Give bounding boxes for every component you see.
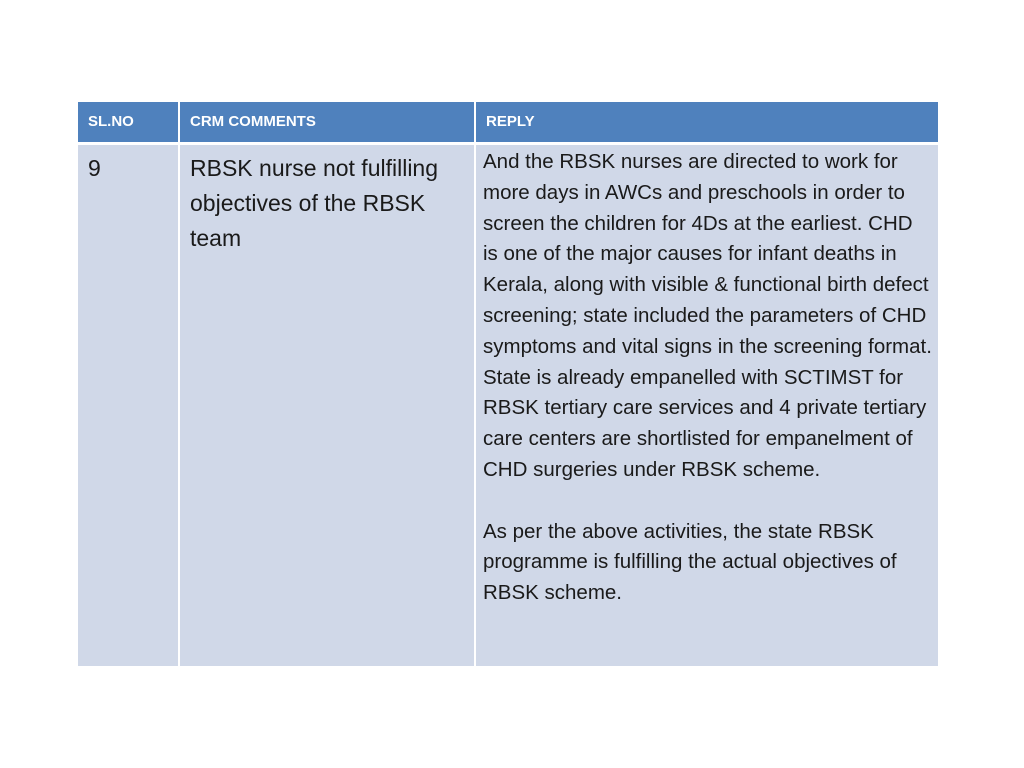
comments-reply-table (78, 102, 938, 666)
header-crm-comments: CRM COMMENTS (180, 102, 474, 142)
cell-crm-comment: RBSK nurse not fulfilling objectives of the RBSK team (180, 145, 474, 666)
header-sl-no: SL.NO (78, 102, 178, 142)
cell-sl-no: 9 (78, 145, 178, 666)
header-reply: REPLY (476, 102, 938, 142)
cell-reply: And the RBSK nurses are directed to work for more days in AWCs and preschools in order to screen the children for 4Ds at the earliest. CHD is one of the major causes for infant deaths in Kerala, along with visible & functional birth defect screening; state included the parameters of CHD symptoms and vital signs in the screening format. State is already empanelled with SCTIMST for RBSK tertiary care services and 4 private tertiary care centers are shortlisted for empanelment of CHD surgeries under RBSK scheme. As per the above activities, the state RBSK programme is fulfilling the actual objectives of RBSK scheme. (476, 145, 938, 666)
